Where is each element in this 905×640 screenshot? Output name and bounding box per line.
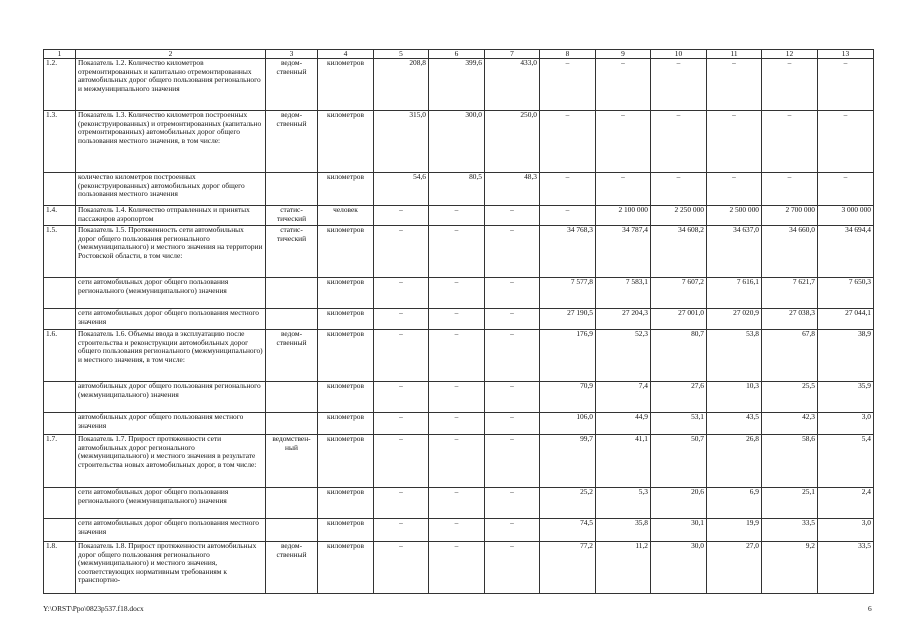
value: 7 616,1 xyxy=(707,278,762,309)
value: – xyxy=(651,111,707,173)
source-type: ведом-ственный xyxy=(266,59,318,111)
value: – xyxy=(540,173,596,206)
value: – xyxy=(429,330,485,382)
value: 35,9 xyxy=(818,382,874,413)
value: – xyxy=(374,206,429,226)
indicator-name: сети автомобильных дорог общего пользования регионального (межмуниципального) значения xyxy=(76,278,266,309)
table-row xyxy=(44,519,874,542)
value: 43,5 xyxy=(707,413,762,435)
value: – xyxy=(374,330,429,382)
value: – xyxy=(374,278,429,309)
value: 176,9 xyxy=(540,330,596,382)
indicator-name: Показатель 1.7. Прирост протяженности сети автомобильных дорог регионального (межмуниципального) и местного значения в результате строительства новых автомобильных дорог, в том числе: xyxy=(76,435,266,488)
value: 34 637,0 xyxy=(707,226,762,278)
value: 2,4 xyxy=(818,488,874,519)
source-type xyxy=(266,519,318,542)
value: 27 001,0 xyxy=(651,309,707,330)
value: 25,2 xyxy=(540,488,596,519)
value: – xyxy=(485,382,540,413)
value: – xyxy=(485,488,540,519)
row-number: 1.2. xyxy=(44,59,76,111)
row-number xyxy=(44,173,76,206)
value: 27 020,9 xyxy=(707,309,762,330)
value: 27,6 xyxy=(651,382,707,413)
value: – xyxy=(429,382,485,413)
unit: километров xyxy=(318,309,374,330)
column-number: 2 xyxy=(76,50,266,59)
value: 3,0 xyxy=(818,519,874,542)
unit: километров xyxy=(318,435,374,488)
column-number: 6 xyxy=(429,50,485,59)
column-number: 12 xyxy=(762,50,818,59)
column-number: 3 xyxy=(266,50,318,59)
value: – xyxy=(651,59,707,111)
value: 25,5 xyxy=(762,382,818,413)
value: – xyxy=(762,59,818,111)
value: – xyxy=(374,435,429,488)
table-row xyxy=(44,206,874,226)
source-type: ведом-ственный xyxy=(266,330,318,382)
value: 5,4 xyxy=(818,435,874,488)
value: 11,2 xyxy=(596,542,651,594)
unit: километров xyxy=(318,330,374,382)
value: – xyxy=(707,173,762,206)
value: – xyxy=(762,173,818,206)
column-number: 11 xyxy=(707,50,762,59)
value: 80,7 xyxy=(651,330,707,382)
value: 27 204,3 xyxy=(596,309,651,330)
row-number xyxy=(44,519,76,542)
value: 27 190,5 xyxy=(540,309,596,330)
column-number: 7 xyxy=(485,50,540,59)
unit: человек xyxy=(318,206,374,226)
value: 44,9 xyxy=(596,413,651,435)
value: 77,2 xyxy=(540,542,596,594)
value: 27 038,3 xyxy=(762,309,818,330)
column-number: 5 xyxy=(374,50,429,59)
value: 399,6 xyxy=(429,59,485,111)
table-row xyxy=(44,278,874,309)
value: – xyxy=(429,542,485,594)
value: – xyxy=(485,542,540,594)
value: – xyxy=(429,413,485,435)
column-number-row xyxy=(44,50,874,59)
unit: километров xyxy=(318,382,374,413)
source-type xyxy=(266,488,318,519)
value: 26,8 xyxy=(707,435,762,488)
value: – xyxy=(429,226,485,278)
table-row xyxy=(44,488,874,519)
value: 7 621,7 xyxy=(762,278,818,309)
value: 34 787,4 xyxy=(596,226,651,278)
table-row xyxy=(44,173,874,206)
value: 41,1 xyxy=(596,435,651,488)
value: – xyxy=(540,111,596,173)
column-number: 9 xyxy=(596,50,651,59)
value: – xyxy=(429,488,485,519)
value: 67,8 xyxy=(762,330,818,382)
unit: километров xyxy=(318,226,374,278)
unit: километров xyxy=(318,111,374,173)
row-number xyxy=(44,382,76,413)
column-number: 4 xyxy=(318,50,374,59)
indicator-name: сети автомобильных дорог общего пользования местного значения xyxy=(76,519,266,542)
value: – xyxy=(818,173,874,206)
row-number xyxy=(44,413,76,435)
value: 80,5 xyxy=(429,173,485,206)
unit: километров xyxy=(318,59,374,111)
value: – xyxy=(429,435,485,488)
value: – xyxy=(429,278,485,309)
value: – xyxy=(429,519,485,542)
indicators-table xyxy=(43,49,874,594)
document-path: Y:\ORST\Ppo\0823p537.f18.docx xyxy=(43,604,144,613)
unit: километров xyxy=(318,519,374,542)
value: 27,0 xyxy=(707,542,762,594)
value: 250,0 xyxy=(485,111,540,173)
value: 2 700 000 xyxy=(762,206,818,226)
value: 106,0 xyxy=(540,413,596,435)
value: – xyxy=(485,330,540,382)
value: 2 250 000 xyxy=(651,206,707,226)
unit: километров xyxy=(318,488,374,519)
source-type: статис-тический xyxy=(266,206,318,226)
value: 53,1 xyxy=(651,413,707,435)
value: 7 650,3 xyxy=(818,278,874,309)
value: 30,0 xyxy=(651,542,707,594)
source-type: ведом-ственный xyxy=(266,542,318,594)
value: 6,9 xyxy=(707,488,762,519)
value: 74,5 xyxy=(540,519,596,542)
row-number: 1.5. xyxy=(44,226,76,278)
indicator-name: Показатель 1.2. Количество километров отремонтированных и капитально отремонтированных автомобильных дорог общего пользования регионального и межмуниципального значения xyxy=(76,59,266,111)
value: – xyxy=(818,59,874,111)
unit: километров xyxy=(318,278,374,309)
row-number: 1.3. xyxy=(44,111,76,173)
value: – xyxy=(485,519,540,542)
value: 34 768,3 xyxy=(540,226,596,278)
value: 99,7 xyxy=(540,435,596,488)
indicator-name: Показатель 1.6. Объемы ввода в эксплуатацию после строительства и реконструкции автомобильных дорог общего пользования регионального (межмуниципального) и местного значения, в том числе: xyxy=(76,330,266,382)
value: 315,0 xyxy=(374,111,429,173)
table-row xyxy=(44,226,874,278)
value: – xyxy=(707,59,762,111)
source-type xyxy=(266,278,318,309)
indicator-name: Показатель 1.5. Протяженность сети автомобильных дорог общего пользования регионального (межмуниципального) и местного значения на территории Ростовской области, в том числе: xyxy=(76,226,266,278)
value: – xyxy=(762,111,818,173)
value: – xyxy=(374,542,429,594)
column-number: 1 xyxy=(44,50,76,59)
value: 54,6 xyxy=(374,173,429,206)
value: 7,4 xyxy=(596,382,651,413)
source-type xyxy=(266,413,318,435)
indicator-name: сети автомобильных дорог общего пользования местного значения xyxy=(76,309,266,330)
indicator-name: сети автомобильных дорог общего пользования регионального (межмуниципального) значения xyxy=(76,488,266,519)
indicator-name: количество километров построенных (реконструированных) автомобильных дорог общего пользования местного значения xyxy=(76,173,266,206)
value: – xyxy=(485,206,540,226)
indicator-name: Показатель 1.4. Количество отправленных и принятых пассажиров аэропортом xyxy=(76,206,266,226)
row-number: 1.7. xyxy=(44,435,76,488)
table-row xyxy=(44,59,874,111)
value: 38,9 xyxy=(818,330,874,382)
indicator-name: автомобильных дорог общего пользования регионального (межмуниципального) значения xyxy=(76,382,266,413)
value: 7 607,2 xyxy=(651,278,707,309)
value: 34 660,0 xyxy=(762,226,818,278)
indicator-name: Показатель 1.8. Прирост протяженности автомобильных дорог общего пользования регионального (межмуниципального) и местного значения, соответствующих нормативным требованиям к транспортно- xyxy=(76,542,266,594)
value: 35,8 xyxy=(596,519,651,542)
value: 7 577,8 xyxy=(540,278,596,309)
indicator-name: автомобильных дорог общего пользования местного значения xyxy=(76,413,266,435)
unit: километров xyxy=(318,413,374,435)
table-row xyxy=(44,309,874,330)
source-type: ведомствен-ный xyxy=(266,435,318,488)
source-type xyxy=(266,309,318,330)
value: 70,9 xyxy=(540,382,596,413)
value: 3 000 000 xyxy=(818,206,874,226)
table-row xyxy=(44,413,874,435)
value: – xyxy=(540,59,596,111)
source-type: статис-тический xyxy=(266,226,318,278)
value: – xyxy=(429,309,485,330)
value: 42,3 xyxy=(762,413,818,435)
value: – xyxy=(429,206,485,226)
value: – xyxy=(596,111,651,173)
value: 34 608,2 xyxy=(651,226,707,278)
value: 9,2 xyxy=(762,542,818,594)
value: 52,3 xyxy=(596,330,651,382)
value: 433,0 xyxy=(485,59,540,111)
unit: километров xyxy=(318,542,374,594)
value: – xyxy=(596,173,651,206)
table-row xyxy=(44,542,874,594)
page-number: 6 xyxy=(868,604,872,613)
value: 19,9 xyxy=(707,519,762,542)
value: – xyxy=(374,226,429,278)
value: – xyxy=(540,206,596,226)
value: – xyxy=(374,382,429,413)
table-row xyxy=(44,111,874,173)
value: 7 583,1 xyxy=(596,278,651,309)
value: – xyxy=(374,413,429,435)
value: 10,3 xyxy=(707,382,762,413)
value: – xyxy=(374,309,429,330)
value: 5,3 xyxy=(596,488,651,519)
value: – xyxy=(707,111,762,173)
value: – xyxy=(485,278,540,309)
value: 208,8 xyxy=(374,59,429,111)
table-row xyxy=(44,382,874,413)
value: 3,0 xyxy=(818,413,874,435)
value: – xyxy=(485,309,540,330)
column-number: 8 xyxy=(540,50,596,59)
table-row xyxy=(44,330,874,382)
value: 53,8 xyxy=(707,330,762,382)
value: – xyxy=(374,488,429,519)
table-body xyxy=(44,50,874,594)
value: 300,0 xyxy=(429,111,485,173)
row-number xyxy=(44,278,76,309)
value: – xyxy=(485,413,540,435)
value: – xyxy=(485,226,540,278)
value: 50,7 xyxy=(651,435,707,488)
column-number: 13 xyxy=(818,50,874,59)
value: 33,5 xyxy=(762,519,818,542)
value: – xyxy=(485,435,540,488)
row-number xyxy=(44,488,76,519)
unit: километров xyxy=(318,173,374,206)
value: 2 500 000 xyxy=(707,206,762,226)
value: 58,6 xyxy=(762,435,818,488)
value: – xyxy=(818,111,874,173)
value: 2 100 000 xyxy=(596,206,651,226)
row-number: 1.6. xyxy=(44,330,76,382)
value: – xyxy=(374,519,429,542)
row-number xyxy=(44,309,76,330)
source-type xyxy=(266,173,318,206)
indicator-name: Показатель 1.3. Количество километров построенных (реконструированных) и отремонтированных (капитально отремонтированных) автомобильных дорог общего пользования местного значения, в том числе: xyxy=(76,111,266,173)
value: 20,6 xyxy=(651,488,707,519)
value: – xyxy=(651,173,707,206)
column-number: 10 xyxy=(651,50,707,59)
source-type xyxy=(266,382,318,413)
value: 25,1 xyxy=(762,488,818,519)
value: 34 694,4 xyxy=(818,226,874,278)
table-row xyxy=(44,435,874,488)
value: 27 044,1 xyxy=(818,309,874,330)
value: 30,1 xyxy=(651,519,707,542)
row-number: 1.8. xyxy=(44,542,76,594)
value: 33,5 xyxy=(818,542,874,594)
value: – xyxy=(596,59,651,111)
value: 48,3 xyxy=(485,173,540,206)
source-type: ведом-ственный xyxy=(266,111,318,173)
row-number: 1.4. xyxy=(44,206,76,226)
